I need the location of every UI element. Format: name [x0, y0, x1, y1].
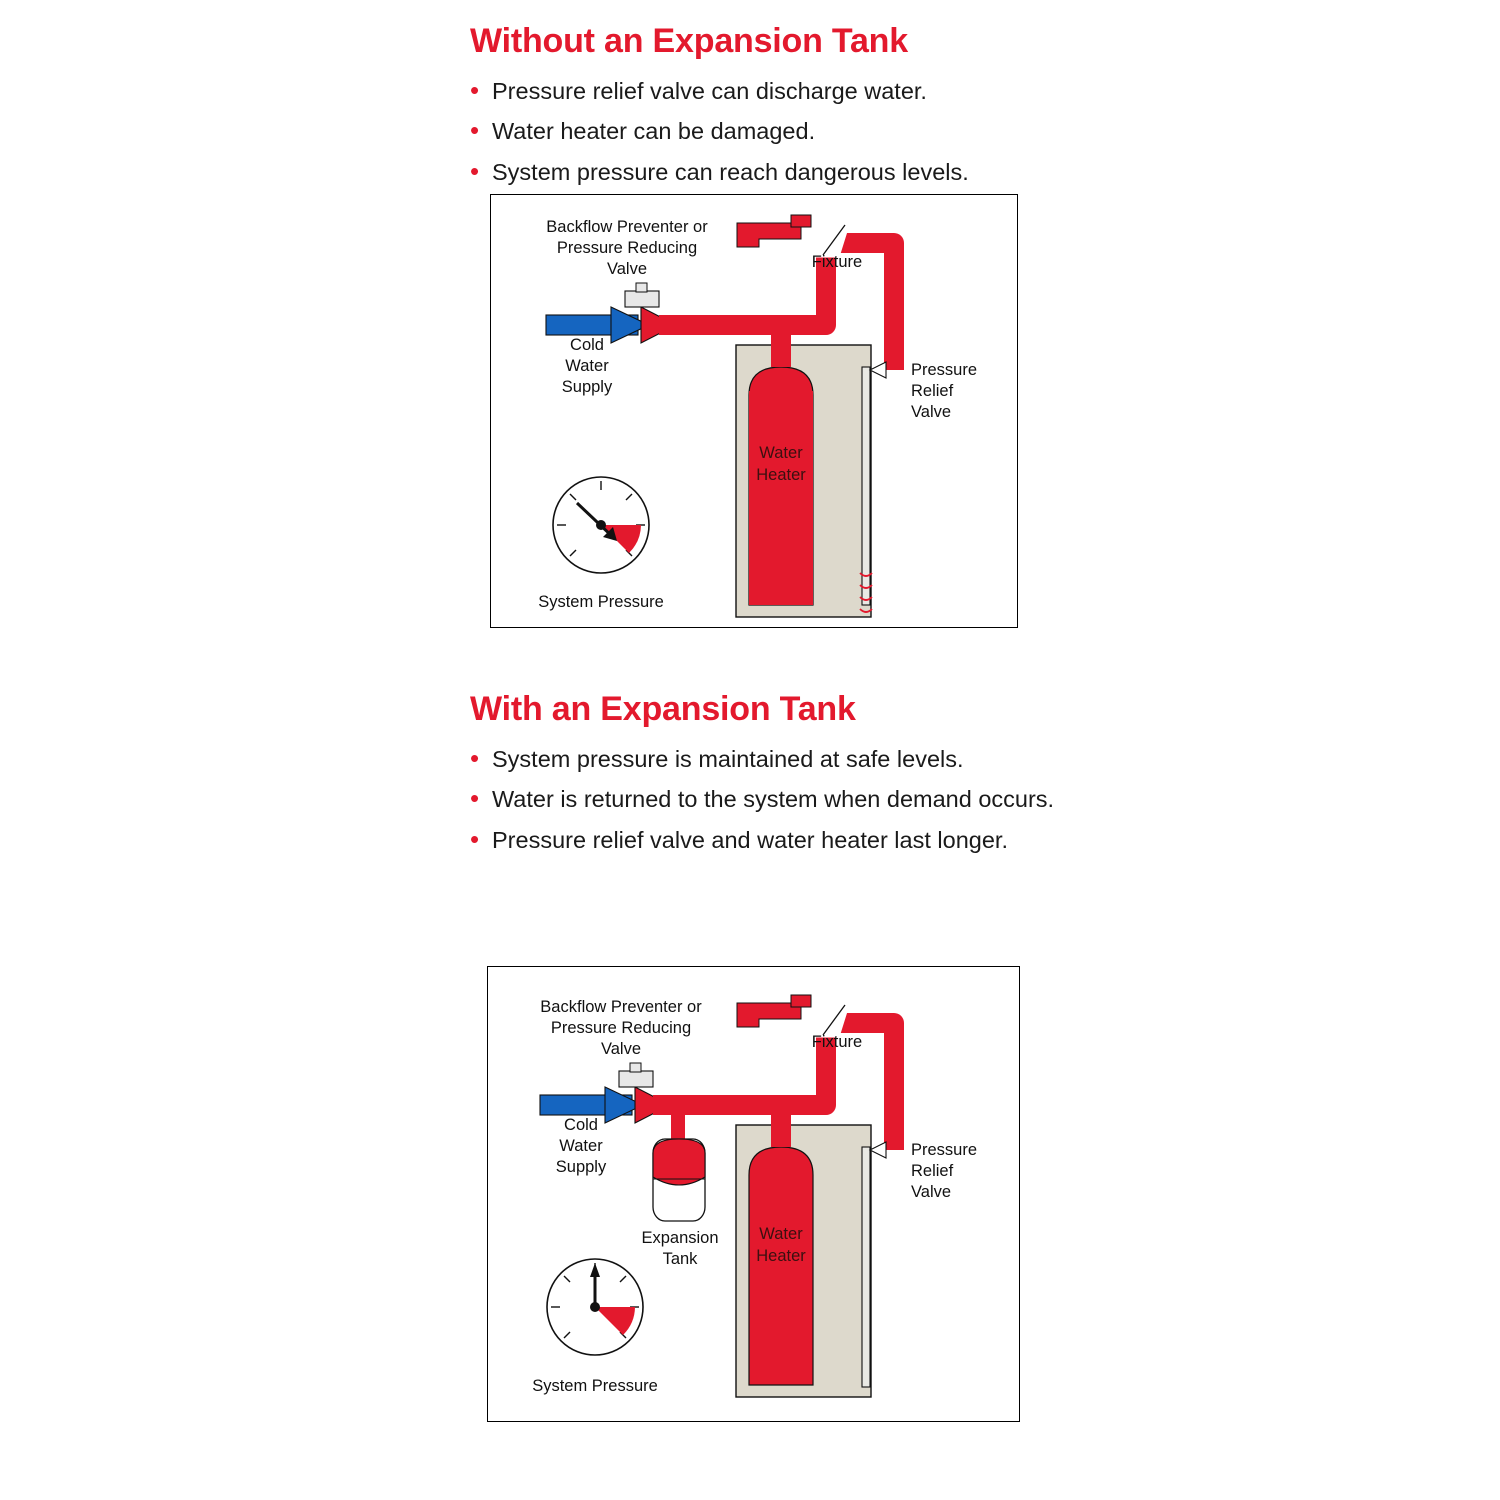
- backflow-label-line2: Pressure Reducing: [550, 1019, 692, 1037]
- relief-valve-pipe: [862, 367, 870, 605]
- expansion-tank: [653, 1139, 705, 1221]
- list-item: • Pressure relief valve can discharge water.: [470, 75, 1090, 107]
- page-title-with: With an Expansion Tank: [470, 690, 856, 728]
- fixture-handle: [791, 215, 811, 227]
- cold-water-label-line3: Supply: [561, 378, 613, 396]
- list-item: • Water heater can be damaged.: [470, 115, 1090, 147]
- page-title-without: Without an Expansion Tank: [470, 22, 908, 60]
- diagram-without-expansion-tank: [490, 194, 1018, 628]
- water-heater-label-line1: Water: [759, 1225, 803, 1243]
- relief-valve-label-line3: Valve: [911, 403, 952, 421]
- relief-valve-label-line2: Relief: [911, 1162, 954, 1180]
- backflow-label-line2: Pressure Reducing: [556, 239, 698, 257]
- list-item: • Pressure relief valve and water heater last longer.: [470, 824, 1090, 856]
- relief-valve-lever: [870, 1142, 886, 1158]
- fixture-handle: [791, 995, 811, 1007]
- system-pressure-label: System Pressure: [538, 593, 664, 611]
- expansion-tank-label-line2: Tank: [662, 1250, 698, 1268]
- bullet-list-without: [470, 75, 1090, 188]
- section-with-expansion-tank: [0, 690, 1500, 864]
- list-item: • Water is returned to the system when demand occurs.: [470, 783, 1090, 815]
- cold-water-label-line2: Water: [559, 1137, 603, 1155]
- fixture-label: Fixture: [811, 253, 863, 271]
- relief-valve-label-line1: Pressure: [911, 361, 978, 379]
- fixture-label: Fixture: [811, 1033, 863, 1051]
- relief-valve-lever: [870, 362, 886, 378]
- relief-valve-label-line2: Relief: [911, 382, 954, 400]
- water-heater-label-line2: Heater: [756, 1247, 806, 1265]
- cold-water-label-line2: Water: [565, 357, 609, 375]
- pressure-gauge-high: [553, 477, 649, 573]
- backflow-preventer-cap: [625, 291, 659, 307]
- diagram-with-expansion-tank: [487, 966, 1020, 1422]
- backflow-preventer-cap: [619, 1071, 653, 1087]
- water-heater-label-line2: Heater: [756, 466, 806, 484]
- cold-water-label-line3: Supply: [555, 1158, 607, 1176]
- backflow-label-line3: Valve: [600, 1040, 642, 1058]
- water-heater-fill: [749, 391, 813, 605]
- section-without-expansion-tank: [0, 22, 1500, 196]
- backflow-label-line1: Backflow Preventer or: [540, 998, 702, 1016]
- backflow-preventer-stem: [636, 283, 647, 292]
- diagram-svg-without: [491, 195, 1015, 625]
- diagram-svg-with: [488, 967, 1017, 1419]
- backflow-label-line3: Valve: [606, 260, 648, 278]
- expansion-tank-label-line1: Expansion: [641, 1229, 719, 1247]
- system-pressure-label: System Pressure: [532, 1377, 658, 1395]
- pressure-gauge-normal: [547, 1259, 643, 1355]
- list-item: • System pressure is maintained at safe levels.: [470, 743, 1090, 775]
- backflow-preventer-stem: [630, 1063, 641, 1072]
- water-heater-body: [749, 1147, 813, 1385]
- list-item: • System pressure can reach dangerous levels.: [470, 156, 1090, 188]
- bullet-list-with: [470, 743, 1090, 856]
- cold-water-label-line1: Cold: [564, 1116, 598, 1134]
- relief-valve-label-line3: Valve: [911, 1183, 952, 1201]
- cold-water-label-line1: Cold: [570, 336, 604, 354]
- water-heater-label-line1: Water: [759, 444, 803, 462]
- relief-valve-pipe: [862, 1147, 870, 1387]
- relief-valve-label-line1: Pressure: [911, 1141, 978, 1159]
- backflow-label-line1: Backflow Preventer or: [546, 218, 708, 236]
